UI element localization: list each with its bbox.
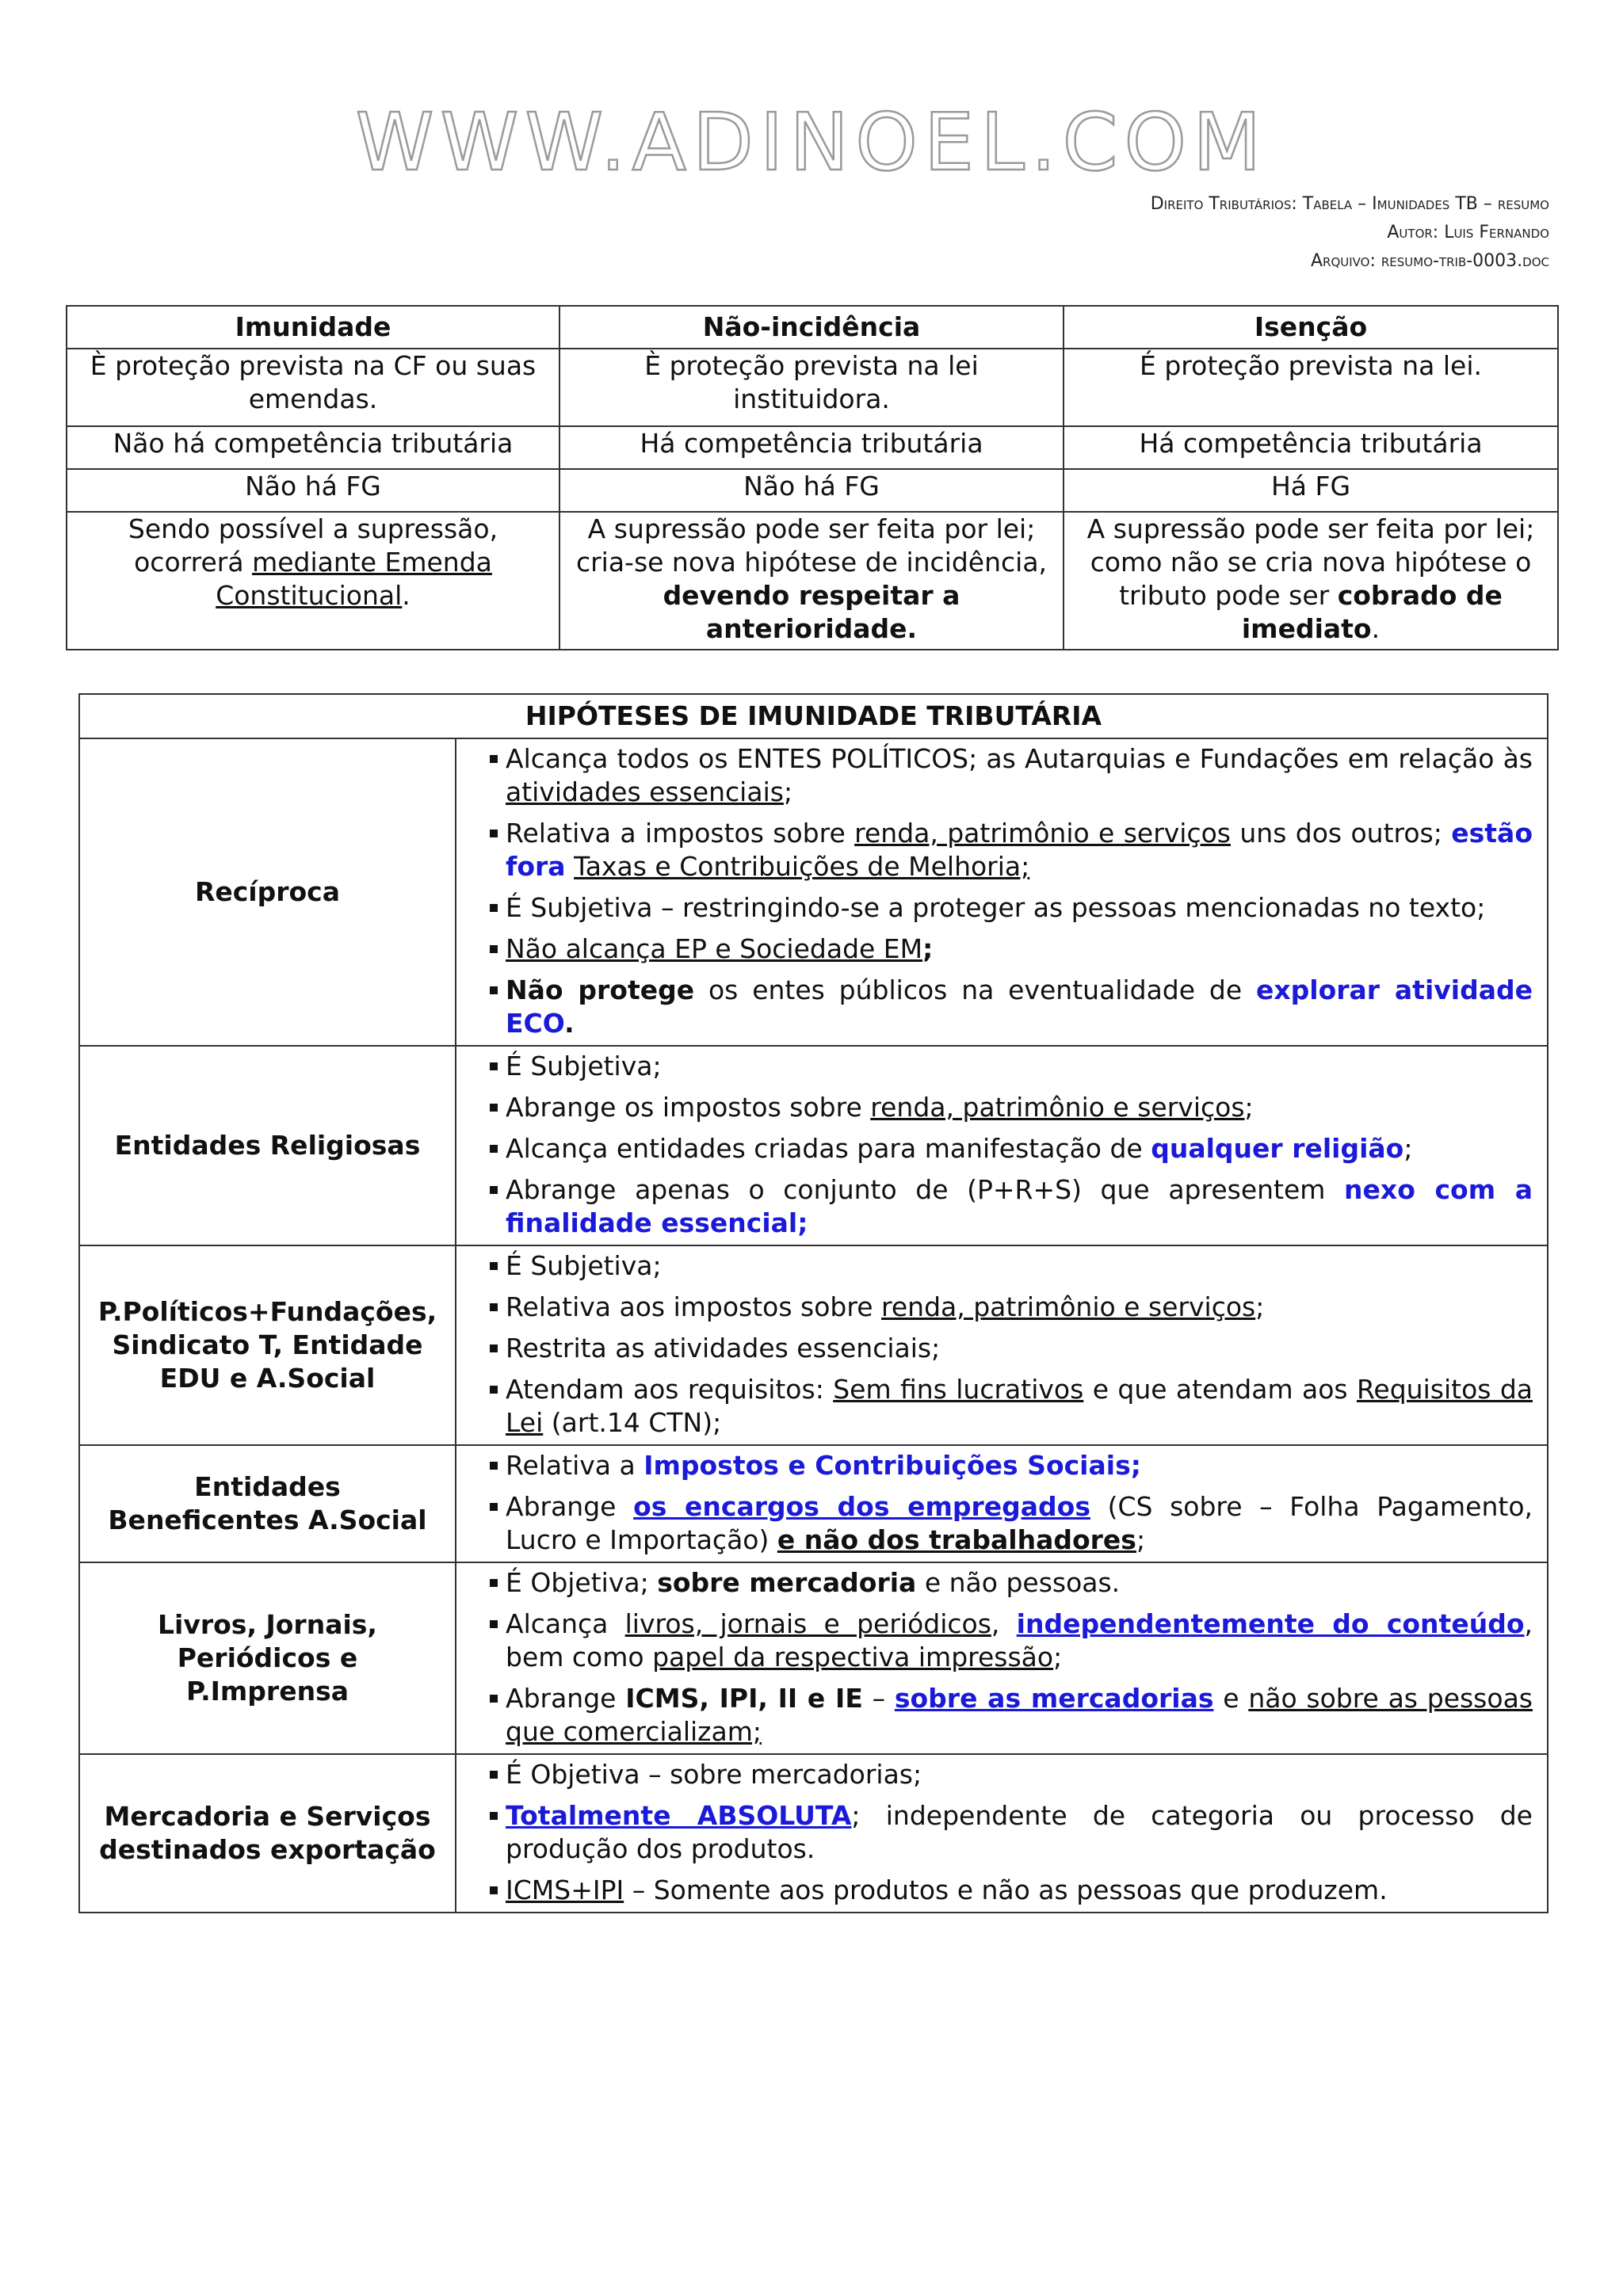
category-reciproca: Recíproca [79, 738, 456, 1046]
site-logo-watermark: WWW.ADINOEL.COM [355, 96, 1268, 189]
hypotheses-table [78, 693, 1549, 1913]
list-item: Relativa a Impostos e Contribuições Sociais; [456, 1449, 1533, 1482]
bullet-icon [490, 1886, 498, 1894]
category-beneficentes: Entidades Beneficentes A.Social [79, 1445, 456, 1562]
table-cell: Há FG [1064, 469, 1558, 512]
table-cell: A supressão pode ser feita por lei; como não se cria nova hipótese o tributo pode ser cobrado de imediato. [1064, 512, 1558, 650]
list-item: Relativa aos impostos sobre renda, patrimônio e serviços; [456, 1291, 1533, 1324]
table-cell: È proteção prevista na CF ou suas emendas. [67, 349, 559, 426]
comparison-row [67, 426, 1558, 469]
bullet-icon [490, 1386, 498, 1394]
category-partidos-politicos: P.Políticos+Fundações, Sindicato T, Entidade EDU e A.Social [79, 1245, 456, 1445]
list-item: É Subjetiva – restringindo-se a proteger as pessoas mencionadas no texto; [456, 891, 1533, 925]
list-item: Abrange apenas o conjunto de (P+R+S) que apresentem nexo com a finalidade essencial; [456, 1173, 1533, 1240]
bullet-icon [490, 1303, 498, 1311]
document-filename: Arquivo: resumo-trib-0003.doc [1310, 251, 1549, 271]
comparison-row [67, 512, 1558, 650]
list-item: Relativa a impostos sobre renda, patrimônio e serviços uns dos outros; estão fora Taxas e Contribuições de Melhoria; [456, 817, 1533, 883]
comparison-row [67, 469, 1558, 512]
category-items [456, 1445, 1548, 1562]
bullet-icon [490, 1104, 498, 1112]
bullet-icon [490, 1262, 498, 1270]
list-item: Abrange os encargos dos empregados (CS sobre – Folha Pagamento, Lucro e Importação) e não dos trabalhadores; [456, 1490, 1533, 1557]
list-item: ICMS+IPI – Somente aos produtos e não as pessoas que produzem. [456, 1874, 1533, 1907]
hypothesis-row-reciproca [79, 738, 1548, 1046]
list-item: É Objetiva; sobre mercadoria e não pessoas. [456, 1566, 1533, 1600]
category-exportacao: Mercadoria e Serviços destinados exportação [79, 1754, 456, 1913]
list-item: Não alcança EP e Sociedade EM; [456, 933, 1533, 966]
hypothesis-row-partidos [79, 1245, 1548, 1445]
bullet-icon [490, 1145, 498, 1153]
bullet-icon [490, 1695, 498, 1703]
comparison-row [67, 349, 1558, 426]
list-item: É Subjetiva; [456, 1050, 1533, 1083]
hypothesis-row-beneficentes [79, 1445, 1548, 1562]
header-imunidade: Imunidade [67, 306, 559, 349]
hypotheses-title-row [79, 694, 1548, 738]
category-items [456, 1046, 1548, 1245]
bullet-icon [490, 1186, 498, 1194]
list-item: Restrita as atividades essenciais; [456, 1332, 1533, 1365]
bullet-icon [490, 1771, 498, 1779]
comparison-header-row [67, 306, 1558, 349]
table-cell: A supressão pode ser feita por lei; cria-se nova hipótese de incidência, devendo respeitar a anterioridade. [559, 512, 1064, 650]
list-item: Alcança livros, jornais e periódicos, independentemente do conteúdo, bem como papel da respectiva impressão; [456, 1608, 1533, 1674]
list-item: Alcança entidades criadas para manifestação de qualquer religião; [456, 1132, 1533, 1165]
bullet-icon [490, 945, 498, 953]
table-cell: Não há competência tributária [67, 426, 559, 469]
bullet-icon [490, 1462, 498, 1470]
bullet-icon [490, 1062, 498, 1070]
category-livros: Livros, Jornais, Periódicos e P.Imprensa [79, 1562, 456, 1754]
category-items [456, 1562, 1548, 1754]
bullet-icon [490, 904, 498, 912]
list-item: Alcança todos os ENTES POLÍTICOS; as Autarquias e Fundações em relação às atividades essenciais; [456, 742, 1533, 809]
list-item: Atendam aos requisitos: Sem fins lucrativos e que atendam aos Requisitos da Lei (art.14 CTN); [456, 1373, 1533, 1440]
category-religiosas: Entidades Religiosas [79, 1046, 456, 1245]
table-cell: Há competência tributária [1064, 426, 1558, 469]
bullet-icon [490, 986, 498, 994]
table-cell: Não há FG [67, 469, 559, 512]
bullet-icon [490, 1503, 498, 1511]
hypothesis-row-exportacao [79, 1754, 1548, 1913]
header-nao-incidencia: Não-incidência [559, 306, 1064, 349]
bullet-icon [490, 1620, 498, 1628]
bullet-icon [490, 755, 498, 763]
document-header [1151, 190, 1549, 276]
list-item: Totalmente ABSOLUTA; independente de categoria ou processo de produção dos produtos. [456, 1799, 1533, 1866]
bullet-icon [490, 830, 498, 837]
hypothesis-row-livros [79, 1562, 1548, 1754]
list-item: Abrange os impostos sobre renda, patrimônio e serviços; [456, 1091, 1533, 1124]
document-author: Autor: Luis Fernando [1387, 223, 1549, 242]
category-items [456, 1754, 1548, 1913]
comparison-table [66, 305, 1559, 650]
list-item: Não protege os entes públicos na eventualidade de explorar atividade ECO. [456, 974, 1533, 1040]
category-items [456, 738, 1548, 1046]
list-item: É Objetiva – sobre mercadorias; [456, 1758, 1533, 1791]
table-cell: Não há FG [559, 469, 1064, 512]
table-cell: È proteção prevista na lei instituidora. [559, 349, 1064, 426]
hypothesis-row-religiosas [79, 1046, 1548, 1245]
bullet-icon [490, 1579, 498, 1587]
header-isencao: Isenção [1064, 306, 1558, 349]
document-title: Direito Tributários: Tabela – Imunidades TB – resumo [1150, 194, 1549, 214]
hypotheses-title: HIPÓTESES DE IMUNIDADE TRIBUTÁRIA [79, 694, 1548, 738]
table-cell: Há competência tributária [559, 426, 1064, 469]
bullet-icon [490, 1344, 498, 1352]
category-items [456, 1245, 1548, 1445]
list-item: Abrange ICMS, IPI, II e IE – sobre as mercadorias e não sobre as pessoas que comercializam; [456, 1682, 1533, 1749]
table-cell: Sendo possível a supressão, ocorrerá mediante Emenda Constitucional. [67, 512, 559, 650]
list-item: É Subjetiva; [456, 1249, 1533, 1283]
table-cell: É proteção prevista na lei. [1064, 349, 1558, 426]
bullet-icon [490, 1812, 498, 1820]
